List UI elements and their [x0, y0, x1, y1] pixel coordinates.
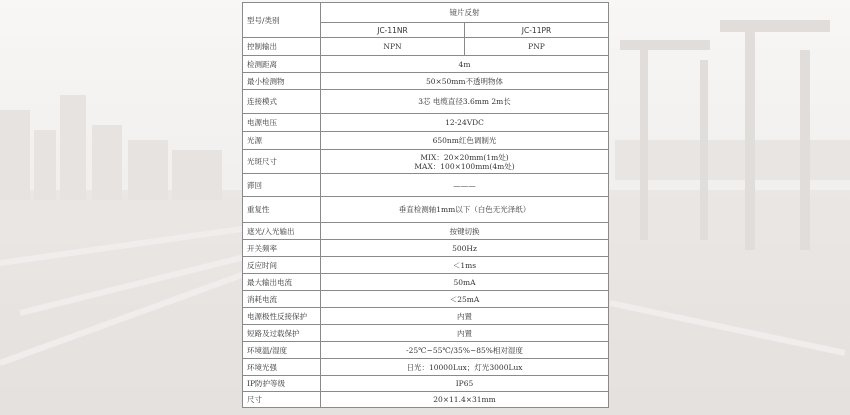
- row-label: 开关频率: [243, 240, 321, 257]
- row-value: -25℃~55℃/35%~85%相对湿度: [321, 342, 609, 359]
- row-value-a: NPN: [321, 38, 465, 56]
- row-label: 尺寸: [243, 392, 321, 408]
- row-label: 电源电压: [243, 114, 321, 132]
- row-label: 滞回: [243, 174, 321, 197]
- row-value-b: PNP: [465, 38, 609, 56]
- row-label: 重复性: [243, 197, 321, 223]
- row-label: 最小检测物: [243, 73, 321, 90]
- row-value: 4m: [321, 56, 609, 73]
- row-value: 20×11.4×31mm: [321, 392, 609, 408]
- row-value: 3芯 电缆直径3.6mm 2m长: [321, 90, 609, 114]
- row-value: 650nm红色调制光: [321, 132, 609, 150]
- row-value: 12-24VDC: [321, 114, 609, 132]
- row-label: 连接模式: [243, 90, 321, 114]
- model-a: JC-11NR: [321, 23, 465, 38]
- row-value: 内置: [321, 325, 609, 342]
- row-label: 反应时间: [243, 257, 321, 274]
- row-value: 内置: [321, 308, 609, 325]
- row-value: ＜1ms: [321, 257, 609, 274]
- mode-header: 镜片反射: [321, 3, 609, 23]
- row-label: 消耗电流: [243, 291, 321, 308]
- row-value: 500Hz: [321, 240, 609, 257]
- row-value: ＜25mA: [321, 291, 609, 308]
- row-value: ———: [321, 174, 609, 197]
- row-value: 50×50mm不透明物体: [321, 73, 609, 90]
- model-b: JC-11PR: [465, 23, 609, 38]
- row-label: IP防护等级: [243, 376, 321, 392]
- row-value: 垂直检测轴1mm以下（白色无光泽纸）: [321, 197, 609, 223]
- row-label: 控制输出: [243, 38, 321, 56]
- row-label: 环境温/湿度: [243, 342, 321, 359]
- row-label: 遮光/入光输出: [243, 223, 321, 240]
- row-value: 按键切换: [321, 223, 609, 240]
- row-value: 50mA: [321, 274, 609, 291]
- row-label: 光源: [243, 132, 321, 150]
- row-label: 短路及过载保护: [243, 325, 321, 342]
- row-value: [321, 150, 609, 174]
- row-value: 日光：10000Lux；灯光3000Lux: [321, 359, 609, 376]
- row-value-line: MAX：100×100mm(4m处): [414, 161, 515, 171]
- model-label: 型号/类别: [243, 3, 321, 38]
- row-value: IP65: [321, 376, 609, 392]
- spec-table: [242, 2, 609, 408]
- row-value-line: MIX：20×20mm(1m处): [420, 152, 509, 162]
- row-label: 检测距离: [243, 56, 321, 73]
- row-label: 光斑尺寸: [243, 150, 321, 174]
- row-label: 最大输出电流: [243, 274, 321, 291]
- row-label: 环境光强: [243, 359, 321, 376]
- row-label: 电源极性反接保护: [243, 308, 321, 325]
